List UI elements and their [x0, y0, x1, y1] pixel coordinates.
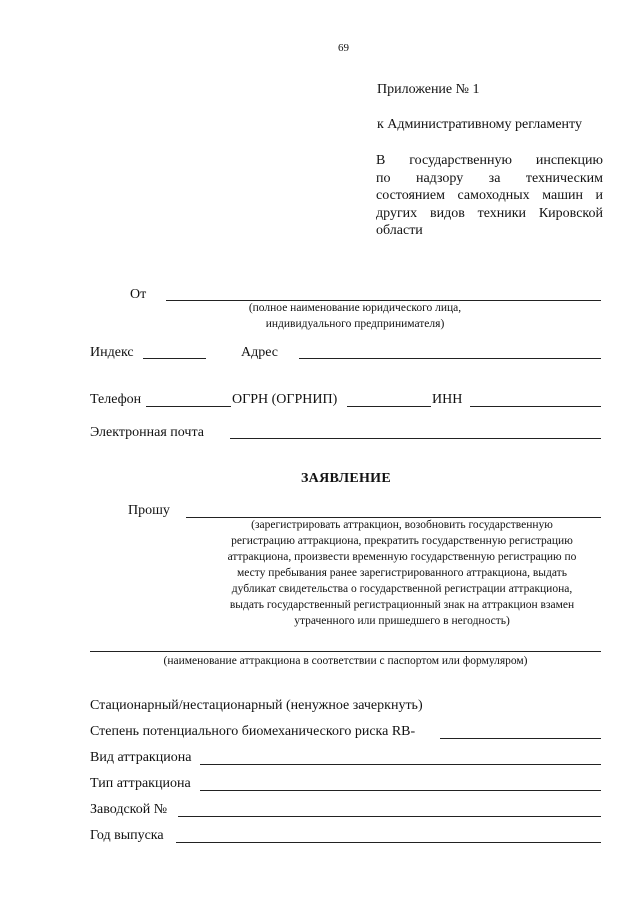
from-hint-line: индивидуального предпринимателя): [265, 318, 445, 330]
year-field[interactable]: [176, 842, 601, 843]
inn-label: ИНН: [432, 392, 463, 407]
email-label: Электронная почта: [90, 425, 204, 440]
from-label: От: [130, 287, 147, 302]
type-field[interactable]: [200, 790, 601, 791]
request-hint: [196, 517, 608, 629]
addressee-line: В государственную инспекцию: [376, 153, 603, 168]
kind-field[interactable]: [200, 764, 601, 765]
addressee-line: по надзору за техническим: [376, 170, 603, 186]
from-hint: [200, 300, 510, 332]
index-label: Индекс: [90, 345, 134, 360]
appendix-label: Приложение № 1: [377, 82, 480, 97]
request-hint-line: регистрацию аттракциона, прекратить государственную регистрацию: [231, 535, 573, 547]
from-hint-line: (полное наименование юридического лица,: [248, 302, 462, 314]
phone-field[interactable]: [146, 406, 231, 407]
request-label: Прошу: [128, 503, 170, 518]
email-field[interactable]: [230, 438, 601, 439]
type-label: Тип аттракциона: [90, 776, 191, 791]
inn-field[interactable]: [470, 406, 601, 407]
index-field[interactable]: [143, 358, 206, 359]
addressee-line: других видов техники Кировской: [376, 205, 603, 221]
addressee-line: состоянием самоходных машин и: [376, 188, 603, 203]
addressee-block: [376, 152, 603, 240]
addressee-line: области: [376, 223, 423, 238]
phone-label: Телефон: [90, 392, 142, 407]
regulation-label: к Административному регламенту: [377, 117, 582, 132]
risk-label: Степень потенциального биомеханического риска RB-: [90, 724, 416, 739]
request-hint-line: утраченного или пришедшего в негодность): [294, 615, 510, 627]
address-label: Адрес: [241, 345, 279, 360]
address-field[interactable]: [299, 358, 601, 359]
serial-field[interactable]: [178, 816, 601, 817]
statement-title: ЗАЯВЛЕНИЕ: [300, 471, 391, 486]
request-hint-line: выдать государственный регистрационный знак на аттракцион взамен: [229, 599, 575, 611]
page-number: 69: [338, 42, 349, 54]
request-hint-line: аттракциона, произвести временную государственную регистрацию по: [227, 551, 577, 563]
request-hint-line: месту пребывания ранее зарегистрированного аттракциона, выдать: [237, 567, 567, 579]
year-label: Год выпуска: [90, 828, 164, 843]
ogrn-label: ОГРН (ОГРНИП): [232, 392, 338, 407]
stationary-label: Стационарный/нестационарный (ненужное зачеркнуть): [90, 698, 423, 713]
attraction-name-hint: (наименование аттракциона в соответствии с паспортом или формуляром): [163, 655, 528, 667]
kind-label: Вид аттракциона: [90, 750, 192, 765]
request-hint-line: (зарегистрировать аттракцион, возобновить государственную: [251, 519, 553, 531]
request-hint-line: дубликат свидетельства о государственной регистрации аттракциона,: [231, 583, 573, 595]
attraction-name-field[interactable]: [90, 651, 601, 652]
risk-field[interactable]: [440, 738, 601, 739]
ogrn-field[interactable]: [347, 406, 431, 407]
serial-label: Заводской №: [90, 802, 168, 817]
